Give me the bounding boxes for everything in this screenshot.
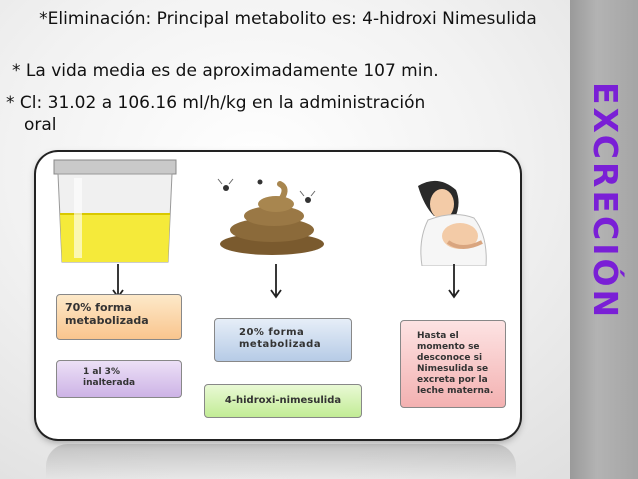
text-vida-media: * La vida media es de aproximadamente 107 min.	[12, 61, 439, 81]
down-arrow-icon	[446, 262, 462, 300]
text-clearance	[6, 92, 566, 136]
box-1-3-inalterada: 1 al 3% inalterada	[56, 360, 182, 398]
feces-illustration	[212, 170, 332, 256]
down-arrow-icon	[268, 262, 284, 300]
text-eliminacion: *Eliminación: Principal metabolito es: 4-hidroxi Nimesulida	[39, 9, 537, 29]
text-clearance-line1: * Cl: 31.02 a 106.16 ml/h/kg en la administración	[6, 93, 426, 113]
side-title: EXCRECIÓN	[586, 82, 625, 321]
box-70-metabolizada: 70% forma metabolizada	[56, 294, 182, 340]
box-4-hidroxi-nimesulida: 4-hidroxi-nimesulida	[204, 384, 362, 418]
box-leche-materna: Hasta el momento se desconoce si Nimesulida se excreta por la leche materna.	[400, 320, 506, 408]
urine-cup-illustration	[50, 158, 180, 266]
breastfeeding-illustration	[398, 176, 502, 266]
box-20-metabolizada: 20% forma metabolizada	[214, 318, 352, 362]
text-clearance-line2: oral	[24, 115, 57, 135]
panel-reflection	[46, 444, 516, 479]
